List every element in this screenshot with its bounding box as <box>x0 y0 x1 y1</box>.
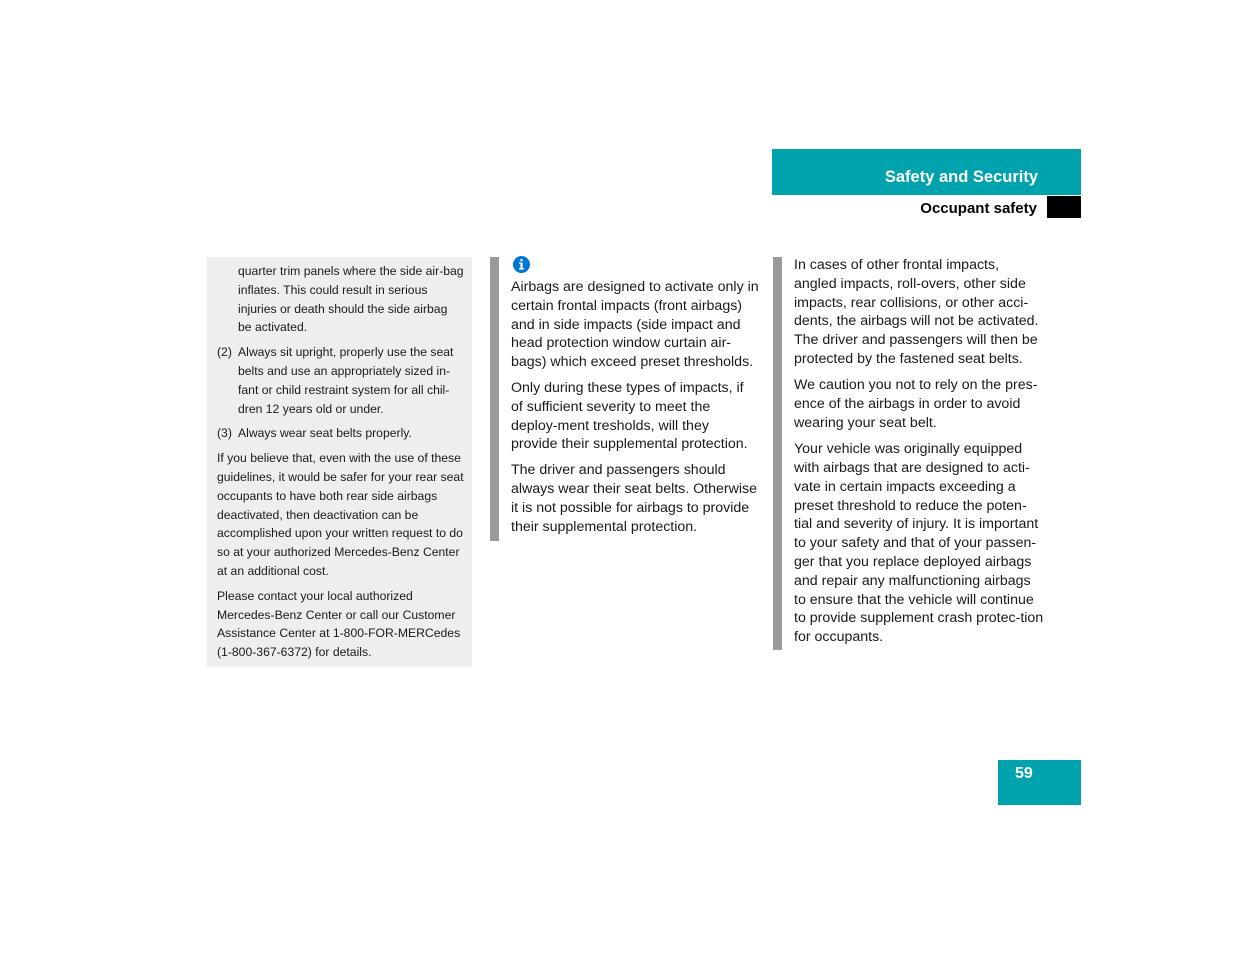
continued-text: quarter trim panels where the side air-bag inflates. This could result in serious injuries or death should the side airbag be activated. <box>238 264 464 335</box>
warning-continuation-box <box>207 257 472 667</box>
subsection-title: Occupant safety <box>920 200 1037 217</box>
page-number: 59 <box>1015 765 1033 782</box>
page-number-box <box>998 760 1081 805</box>
info-paragraph: Airbags are designed to activate only in certain frontal impacts (front airbags) and in side impacts (side impact and head protection window curtain air-bags) which exceed preset thresholds. <box>511 279 759 371</box>
list-item-text: Always sit upright, properly use the seat belts and use an appropriately sized in-fant or child restraint system for all chil-dren 12 years old or under. <box>238 345 454 416</box>
section-header-bar <box>772 149 1081 195</box>
note-paragraph: In cases of other frontal impacts, angled impacts, roll-overs, other side impacts, rear collisions, or other acci-dents, the airbags will not be activated. The driver and passengers will then be protected by the fastened seat belts. <box>794 257 1039 367</box>
section-title: Safety and Security <box>884 168 1038 186</box>
deactivation-paragraph: If you believe that, even with the use of these guidelines, it would be safer for your rear seat occupants to have both rear side airbags deactivated, then deactivation can be accomplished upon your written request to do so at your authorized Mercedes-Benz Center at an additional cost. <box>217 451 464 578</box>
list-item <box>217 424 464 449</box>
list-item-text: Always wear seat belts properly. <box>238 426 412 441</box>
header-marker-block <box>1047 196 1081 218</box>
info-note <box>511 256 759 543</box>
note-paragraph: We caution you not to rely on the pres-ence of the airbags in order to avoid wearing your seat belt. <box>794 377 1038 431</box>
note-bar <box>773 257 782 650</box>
info-paragraph: Only during these types of impacts, if of sufficient severity to meet the deploy-ment tresholds, will they provide their supplemental protection. <box>511 379 748 453</box>
list-item-number: (2) <box>217 345 232 360</box>
info-paragraph: The driver and passengers should always wear their seat belts. Otherwise it is not possible for airbags to provide their supplemental protection. <box>511 462 758 535</box>
note-paragraph: Your vehicle was originally equipped with airbags that are designed to acti-vate in certain impacts exceeding a preset threshold to reduce the poten-tial and severity of injury. It is important to your safety and that of your passen-ger that you replace deployed airbags and repair any malfunctioning airbags to ensure that the vehicle will continue to provide supplement crash protec-tion for occupants. <box>794 441 1044 646</box>
contact-paragraph: Please contact your local authorized Mercedes-Benz Center or call our Customer Assistance Center at 1-800-FOR-MERCedes (1-800-367-6372) for details. <box>217 588 461 660</box>
airbag-note <box>794 256 1044 654</box>
list-item <box>217 343 464 424</box>
info-icon <box>513 256 530 273</box>
info-note-bar <box>490 257 499 541</box>
list-item-number: (3) <box>217 426 232 441</box>
